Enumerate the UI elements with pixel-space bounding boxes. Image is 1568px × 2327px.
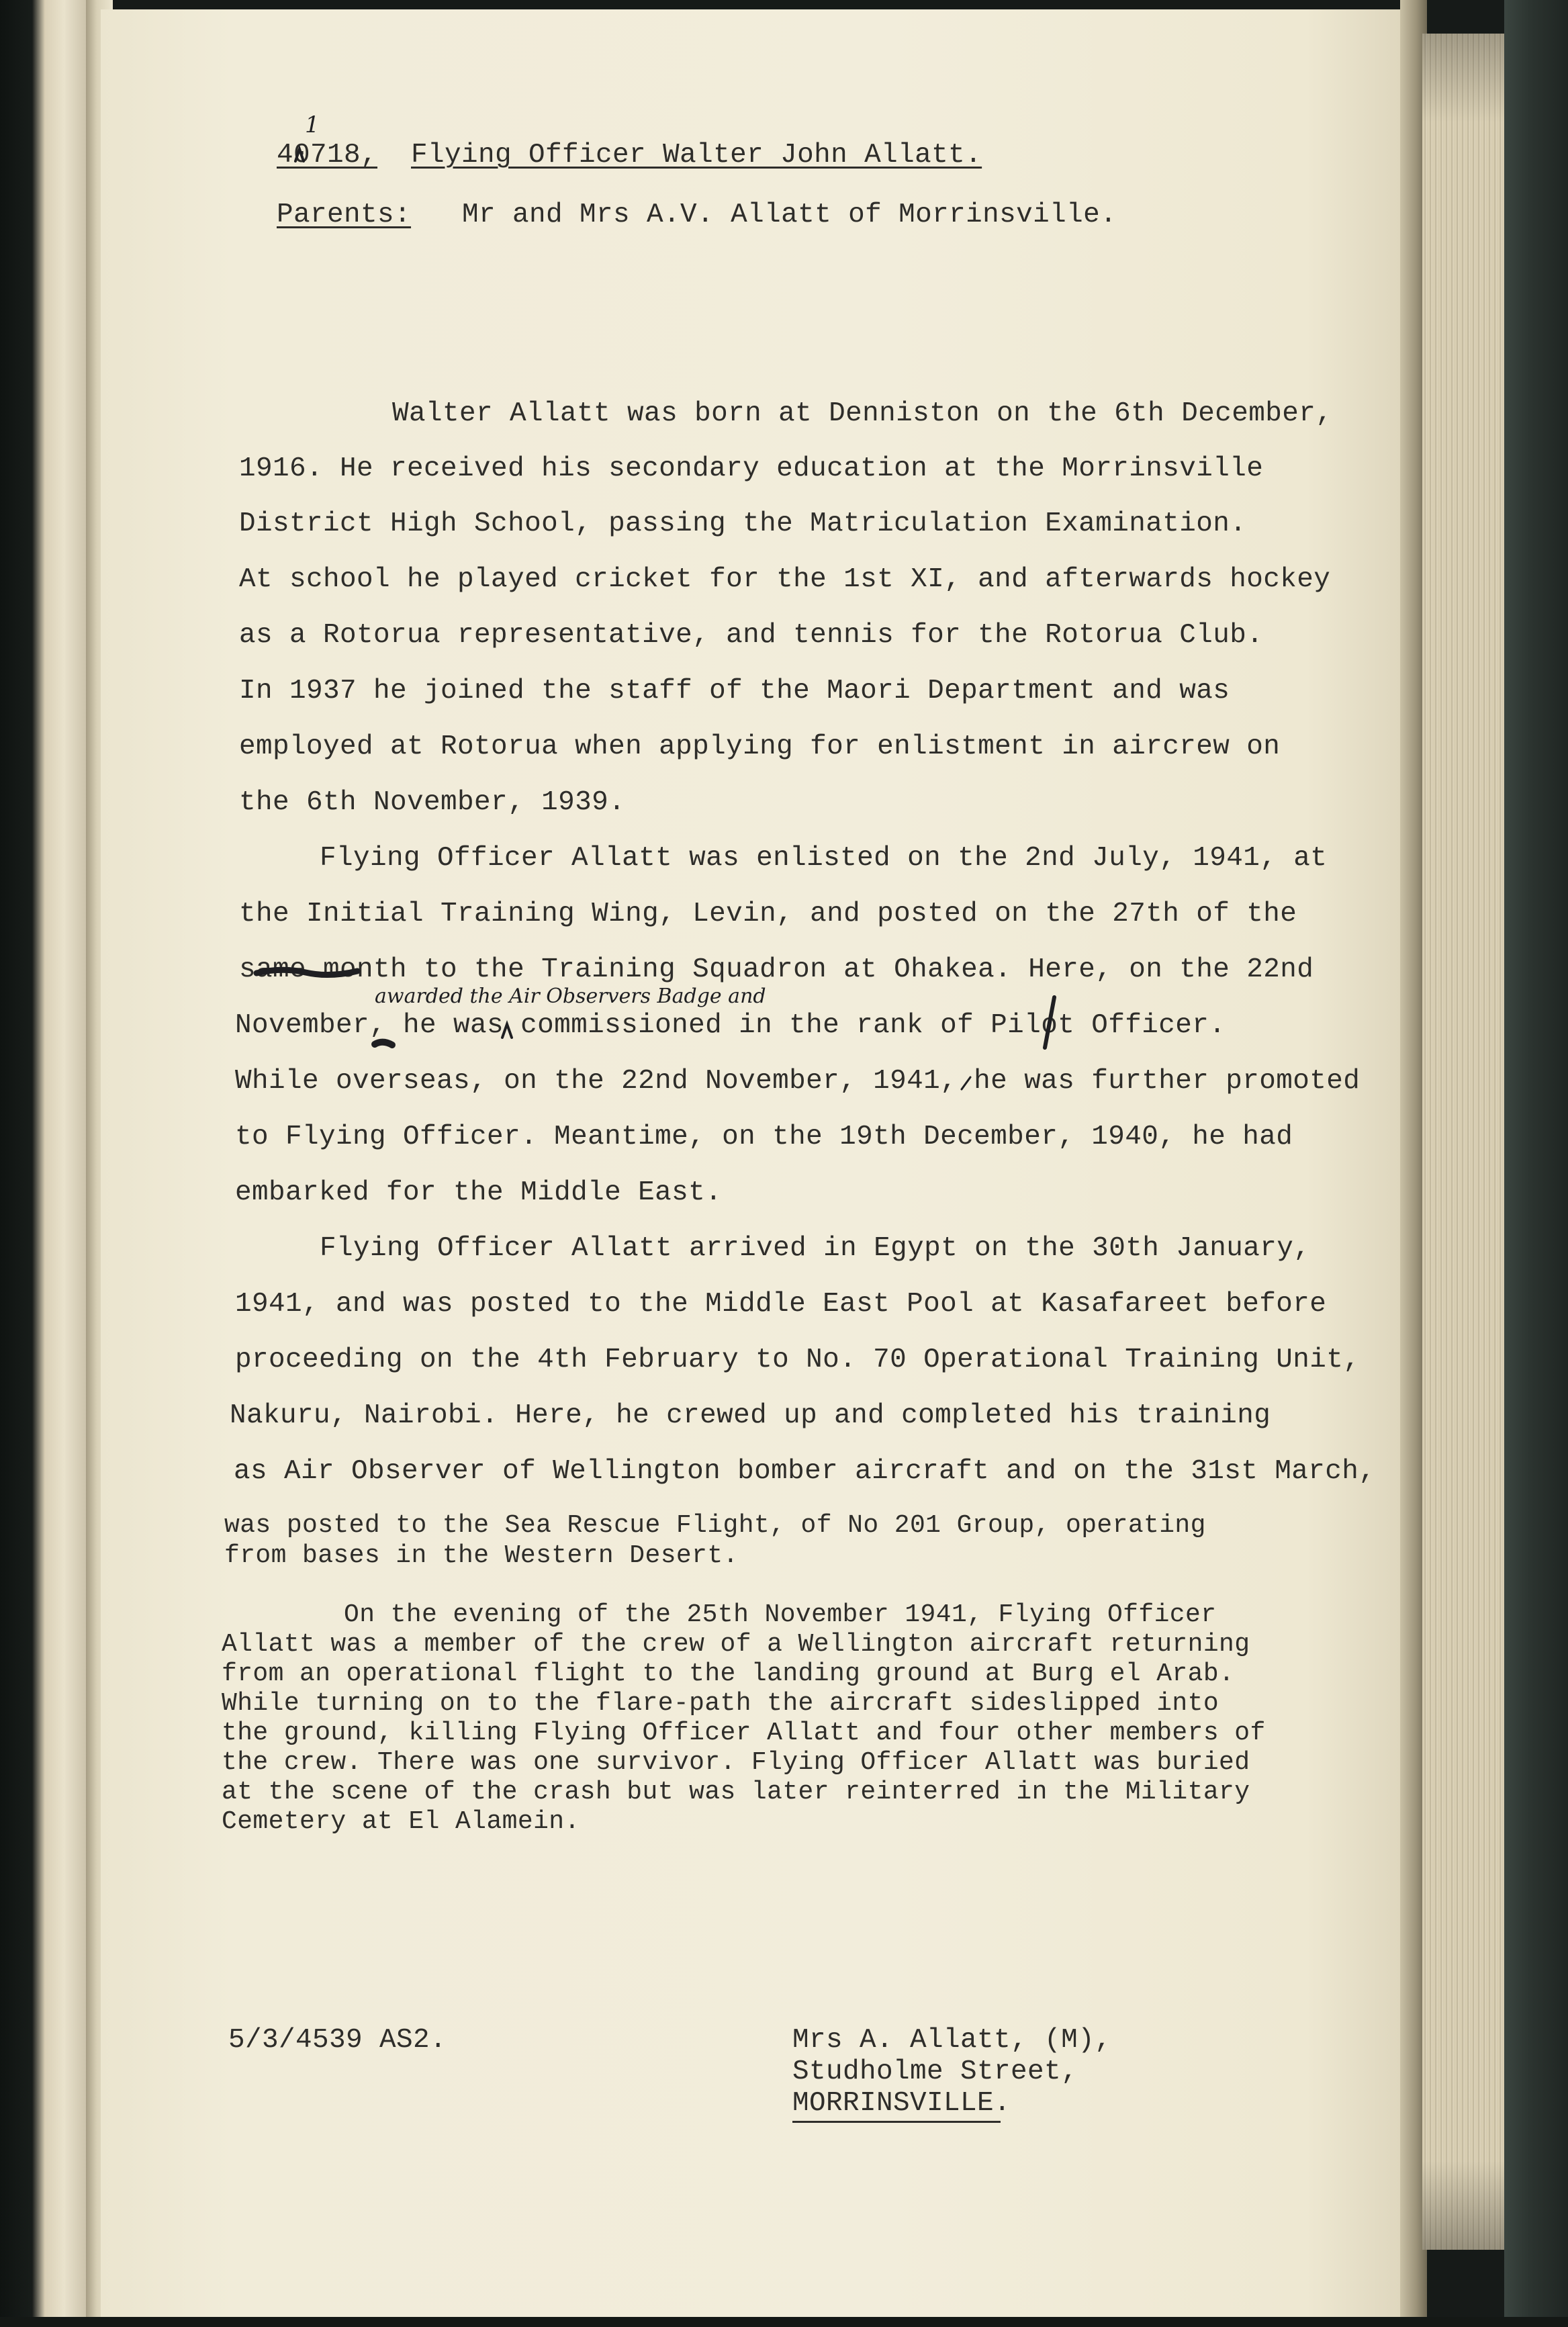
bio-line: At school he played cricket for the 1st XI, and afterwards hockey xyxy=(239,564,1331,595)
bio-line: the ground, killing Flying Officer Allatt and four other members of xyxy=(222,1719,1266,1747)
bio-line: November, he was commissioned in the rank of Pilot Officer. xyxy=(235,1010,1226,1041)
service-number: 40718, xyxy=(277,140,378,171)
bio-line: Nakuru, Nairobi. Here, he crewed up and completed his training xyxy=(230,1400,1271,1431)
bio-line: from an operational flight to the landing ground at Burg el Arab. xyxy=(222,1659,1235,1688)
bio-line: Walter Allatt was born at Denniston on the 6th December, xyxy=(392,398,1333,429)
bio-line: Cemetery at El Alamein. xyxy=(222,1807,580,1836)
bio-line: 1916. He received his secondary education at the Morrinsville xyxy=(239,453,1264,484)
address-line: Studholme Street, xyxy=(792,2056,1078,2087)
bio-line: the crew. There was one survivor. Flying Officer Allatt was buried xyxy=(222,1748,1250,1777)
bio-line: In 1937 he joined the staff of the Maori Department and was xyxy=(239,676,1230,706)
address-line: Mrs A. Allatt, (M), xyxy=(792,2025,1112,2056)
parents-value: Mr and Mrs A.V. Allatt of Morrinsville. xyxy=(462,199,1117,230)
bio-line: 1941, and was posted to the Middle East Pool at Kasafareet before xyxy=(235,1289,1327,1320)
record-name: Flying Officer Walter John Allatt. xyxy=(411,140,982,171)
bio-line: to Flying Officer. Meantime, on the 19th December, 1940, he had xyxy=(235,1122,1293,1152)
bio-line: as Air Observer of Wellington bomber aircraft and on the 31st March, xyxy=(234,1456,1376,1487)
bio-line: embarked for the Middle East. xyxy=(235,1177,723,1208)
bio-line: as a Rotorua representative, and tennis for the Rotorua Club. xyxy=(239,620,1264,651)
bio-line: District High School, passing the Matriculation Examination. xyxy=(239,508,1247,539)
bio-line: the Initial Training Wing, Levin, and posted on the 27th of the xyxy=(239,899,1297,929)
strikeout-mark xyxy=(257,970,357,974)
bio-line: employed at Rotorua when applying for enlistment in aircrew on xyxy=(239,731,1281,762)
file-reference: 5/3/4539 AS2. xyxy=(228,2025,447,2056)
bio-line: at the scene of the crash but was later reinterred in the Military xyxy=(222,1778,1250,1807)
bio-line: On the evening of the 25th November 1941, Flying Officer xyxy=(344,1600,1217,1629)
bio-line: Flying Officer Allatt arrived in Egypt on the 30th January, xyxy=(320,1233,1311,1264)
handwritten-insert: awarded the Air Observers Badge and xyxy=(375,985,766,1008)
bio-line: was posted to the Sea Rescue Flight, of No 201 Group, operating xyxy=(224,1511,1206,1540)
bio-line: same month to the Training Squadron at Ohakea. Here, on the 22nd xyxy=(239,954,1314,985)
handwritten-number-correction: 1 xyxy=(305,111,320,138)
bio-line: the 6th November, 1939. xyxy=(239,787,626,818)
bio-line: Allatt was a member of the crew of a Wellington aircraft returning xyxy=(222,1630,1250,1659)
parents-label: Parents: xyxy=(277,199,412,230)
caret-mark xyxy=(295,149,304,161)
correction-stroke xyxy=(1045,997,1054,1048)
ink-blot xyxy=(375,1042,392,1045)
bio-line: Flying Officer Allatt was enlisted on the 2nd July, 1941, at xyxy=(320,843,1328,874)
bio-line: from bases in the Western Desert. xyxy=(224,1541,739,1570)
address-line: MORRINSVILLE. xyxy=(792,2088,1011,2119)
correction-tick xyxy=(962,1077,970,1089)
bio-line: proceeding on the 4th February to No. 70 Operational Training Unit, xyxy=(235,1344,1361,1375)
caret-mark xyxy=(502,1024,512,1038)
bio-line: While overseas, on the 22nd November, 1941, he was further promoted xyxy=(235,1066,1361,1097)
bio-line: While turning on to the flare-path the aircraft sideslipped into xyxy=(222,1689,1219,1718)
